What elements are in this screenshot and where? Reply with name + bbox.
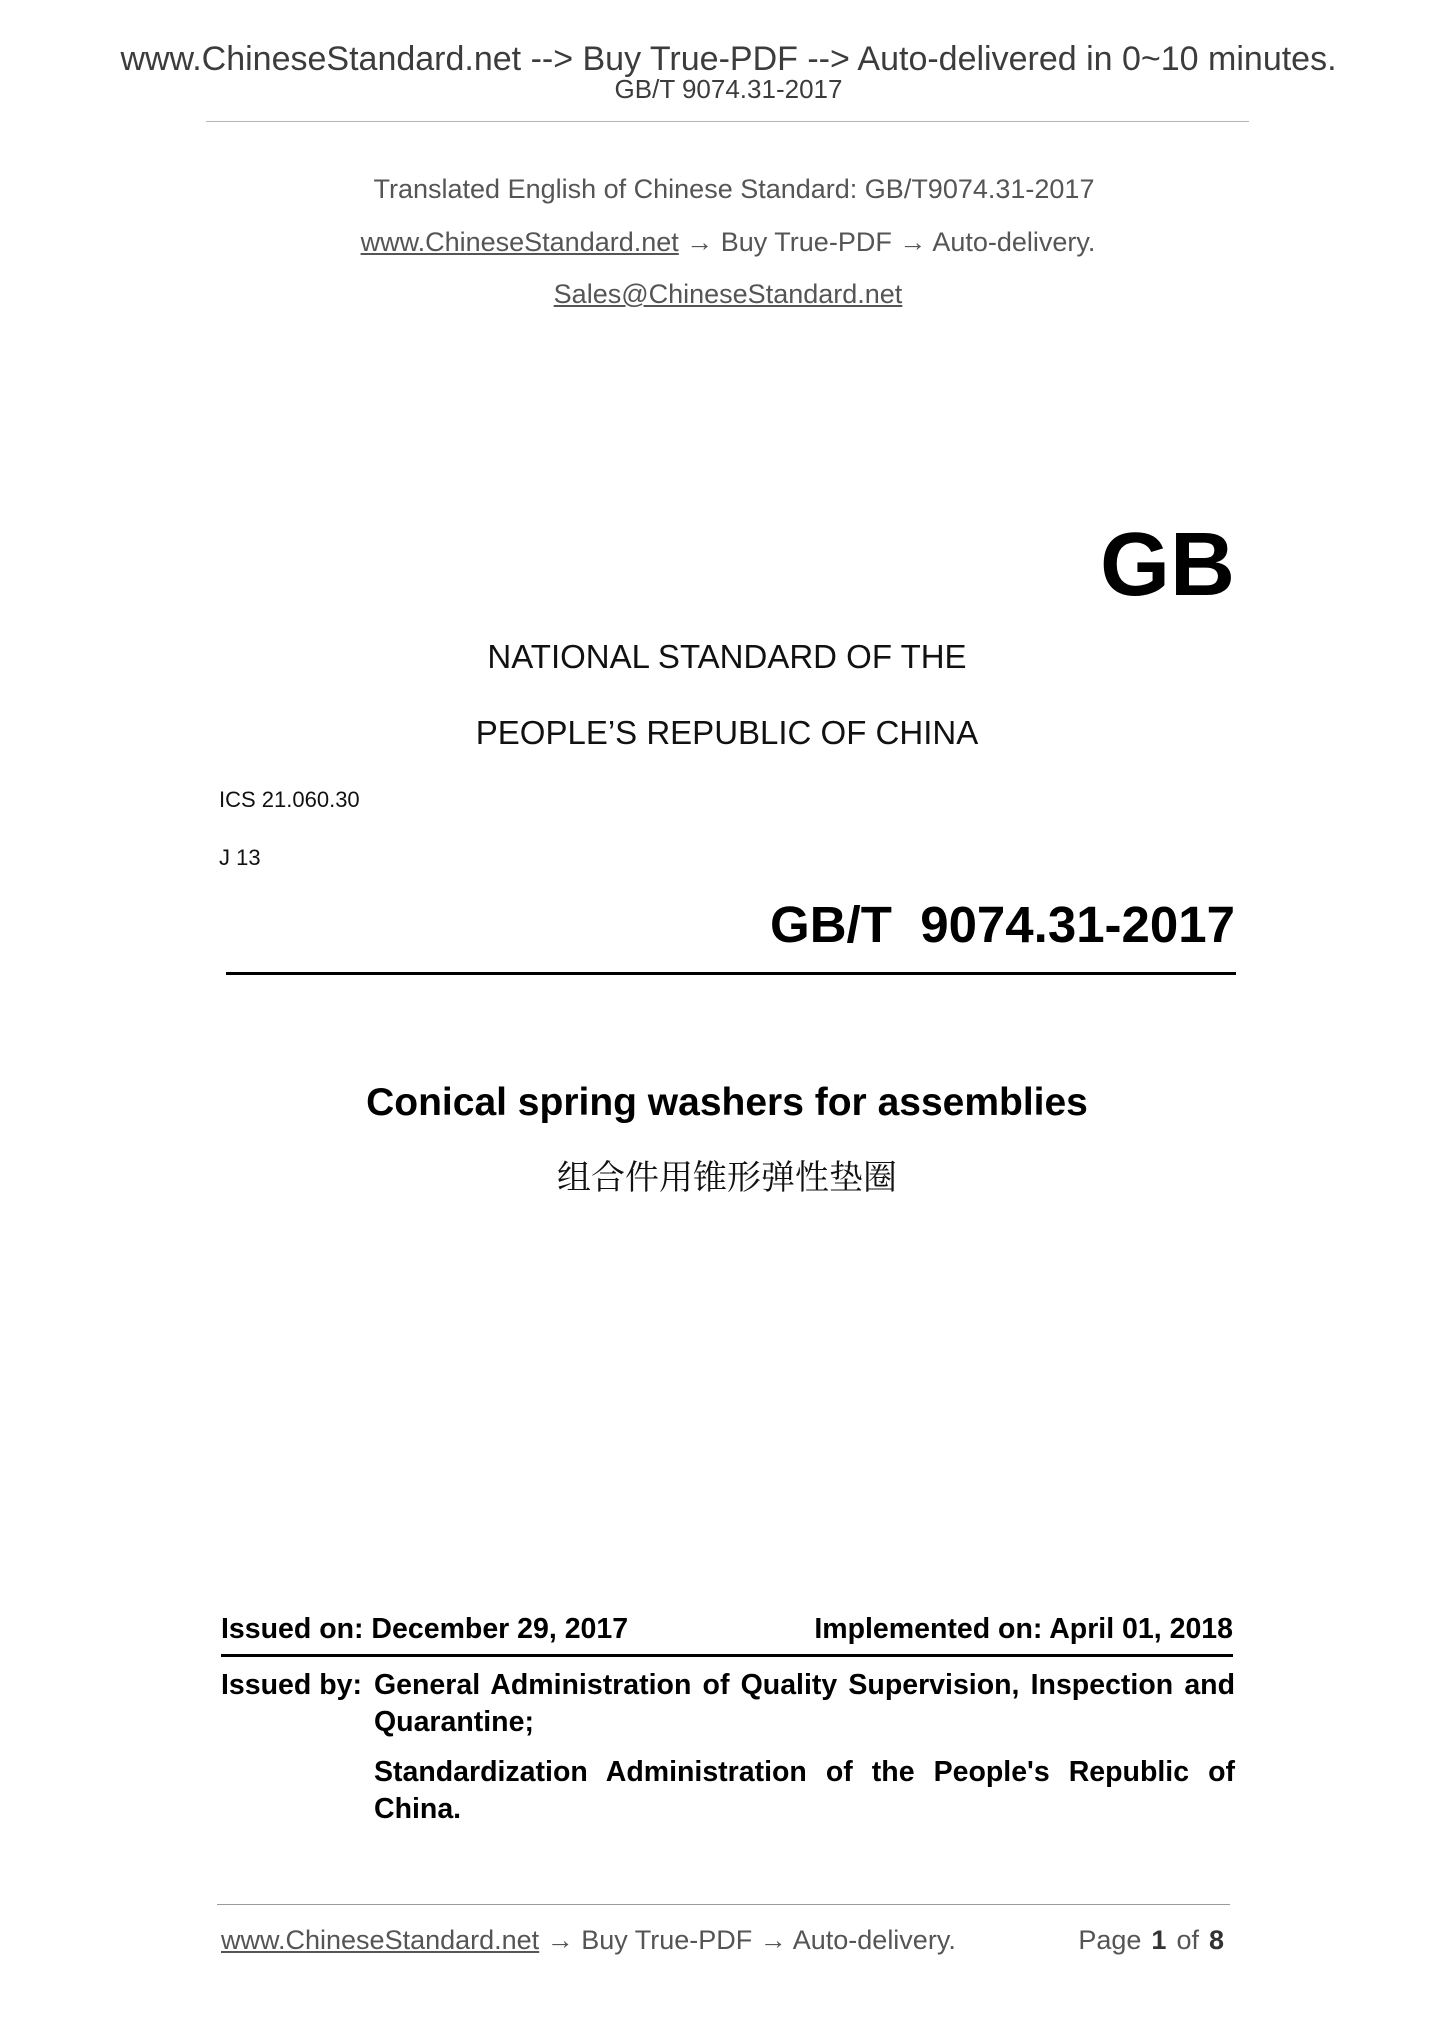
email-line	[328, 280, 1128, 308]
issuer-sac: Standardization Administration of the People's Republic of China.	[374, 1756, 1235, 1825]
delivery-text: → Buy True-PDF → Auto-delivery.	[678, 227, 1096, 257]
footer-site-link[interactable]: www.ChineseStandard.net	[221, 1925, 540, 1955]
page-indicator	[1078, 1926, 1224, 1954]
header-divider	[206, 121, 1249, 122]
standard-number: GB/T 9074.31-2017	[770, 896, 1235, 953]
dates-row	[221, 1614, 1233, 1644]
delivery-line	[328, 228, 1128, 256]
chinese-title: 组合件用锥形弹性垫圈	[557, 1158, 897, 1198]
footer	[221, 1926, 1224, 1954]
standard-number-divider	[226, 972, 1236, 975]
national-standard-title-line-1: NATIONAL STANDARD OF THE	[487, 638, 967, 675]
page-of-label: of	[1176, 1925, 1199, 1955]
national-standard-title-line-2: PEOPLE’S REPUBLIC OF CHINA	[475, 714, 979, 751]
ics-code: ICS 21.060.30	[219, 787, 360, 812]
issued-by-block	[221, 1667, 1235, 1841]
footer-divider	[217, 1904, 1230, 1905]
issued-by-label: Issued by:	[221, 1669, 362, 1701]
site-link[interactable]: www.ChineseStandard.net	[360, 227, 679, 257]
page-label: Page	[1078, 1925, 1142, 1955]
footer-delivery-line	[221, 1926, 956, 1954]
page-total: 8	[1208, 1925, 1224, 1955]
translation-note: Translated English of Chinese Standard: GB/T9074.31-2017	[373, 174, 1095, 204]
gb-mark: GB	[1100, 515, 1235, 615]
implemented-on-date: Implemented on: April 01, 2018	[814, 1613, 1233, 1645]
issued-on-date: Issued on: December 29, 2017	[221, 1613, 629, 1645]
english-title: Conical spring washers for assemblies	[366, 1081, 1088, 1124]
ccs-code: J 13	[219, 845, 261, 870]
footer-delivery-text: → Buy True-PDF → Auto-delivery.	[539, 1925, 956, 1955]
issuer-aqsiq: General Administration of Quality Supervision, Inspection and Quarantine;	[374, 1669, 1235, 1738]
dates-divider	[221, 1654, 1233, 1657]
issuer-list	[374, 1667, 1235, 1828]
sales-email-link[interactable]: Sales@ChineseStandard.net	[553, 279, 903, 309]
header-banner: www.ChineseStandard.net --> Buy True-PDF --> Auto-delivered in 0~10 minutes.	[120, 40, 1337, 78]
page-current: 1	[1151, 1925, 1167, 1955]
header-doc-code: GB/T 9074.31-2017	[614, 74, 843, 104]
